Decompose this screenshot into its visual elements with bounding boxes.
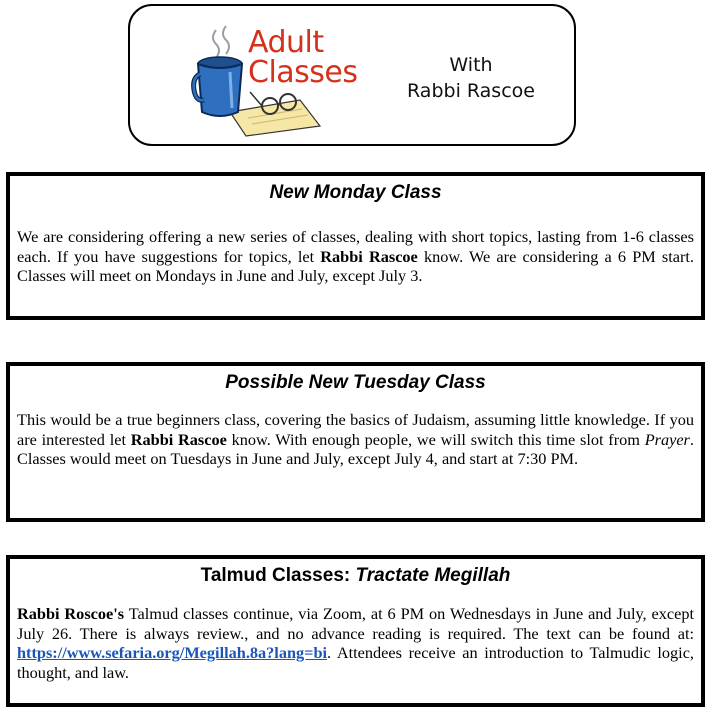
talmud-text-1: Talmud classes continue, via Zoom, at 6 PM on Wednesdays in June and July, except July 26. There is always review., and no advance reading is required. The text can be found at: (17, 604, 694, 643)
talmud-text-2: . Attendees receive an introduction to Talmudic logic, thought, and law. (17, 643, 694, 682)
header-card (128, 4, 576, 146)
monday-rabbi-name: Rabbi Rascoe (320, 246, 418, 266)
tuesday-text-1: This would be a true beginners class, covering the basics of Judaism, assuming little knowledge. If you are interested let (17, 410, 694, 449)
tuesday-class-description (10, 410, 701, 469)
monday-class-title: New Monday Class (269, 182, 442, 203)
monday-text-2: know. We are considering a 6 PM start. Classes will meet on Mondays in June and July, except July 3. (17, 246, 694, 285)
talmud-title-prefix: Talmud Classes: (200, 565, 356, 586)
talmud-class-description (10, 604, 701, 682)
logo-title-line2: Classes (248, 55, 358, 90)
talmud-class-box (6, 555, 705, 707)
monday-class-description (10, 227, 701, 286)
tuesday-text-3: . Classes would meet on Tuesdays in June and July, except July 4, and start at 7:30 PM. (17, 429, 694, 468)
logo-title-line1: Adult (248, 25, 324, 60)
monday-text-1: We are considering offering a new series of classes, dealing with short topics, lasting from 1-6 classes each. If you have suggestions for topics, let (17, 227, 694, 266)
sefaria-link[interactable]: https://www.sefaria.org/Megillah.8a?lang=bi (17, 643, 328, 662)
talmud-class-title (10, 565, 701, 587)
tuesday-prayer-class: Prayer (644, 429, 690, 449)
tuesday-text-2: know. With enough people, we will switch this time slot from (226, 429, 645, 449)
rabbi-name-label: Rabbi Rascoe (407, 80, 535, 102)
talmud-tractate-name: Tractate Megillah (355, 565, 511, 586)
monday-class-box (6, 172, 705, 320)
talmud-rabbi-name: Rabbi Roscoe's (17, 604, 125, 623)
tuesday-class-title: Possible New Tuesday Class (225, 372, 486, 393)
with-label: With (449, 54, 493, 76)
tuesday-rabbi-name: Rabbi Rascoe (130, 429, 227, 449)
tuesday-class-box (6, 362, 705, 522)
